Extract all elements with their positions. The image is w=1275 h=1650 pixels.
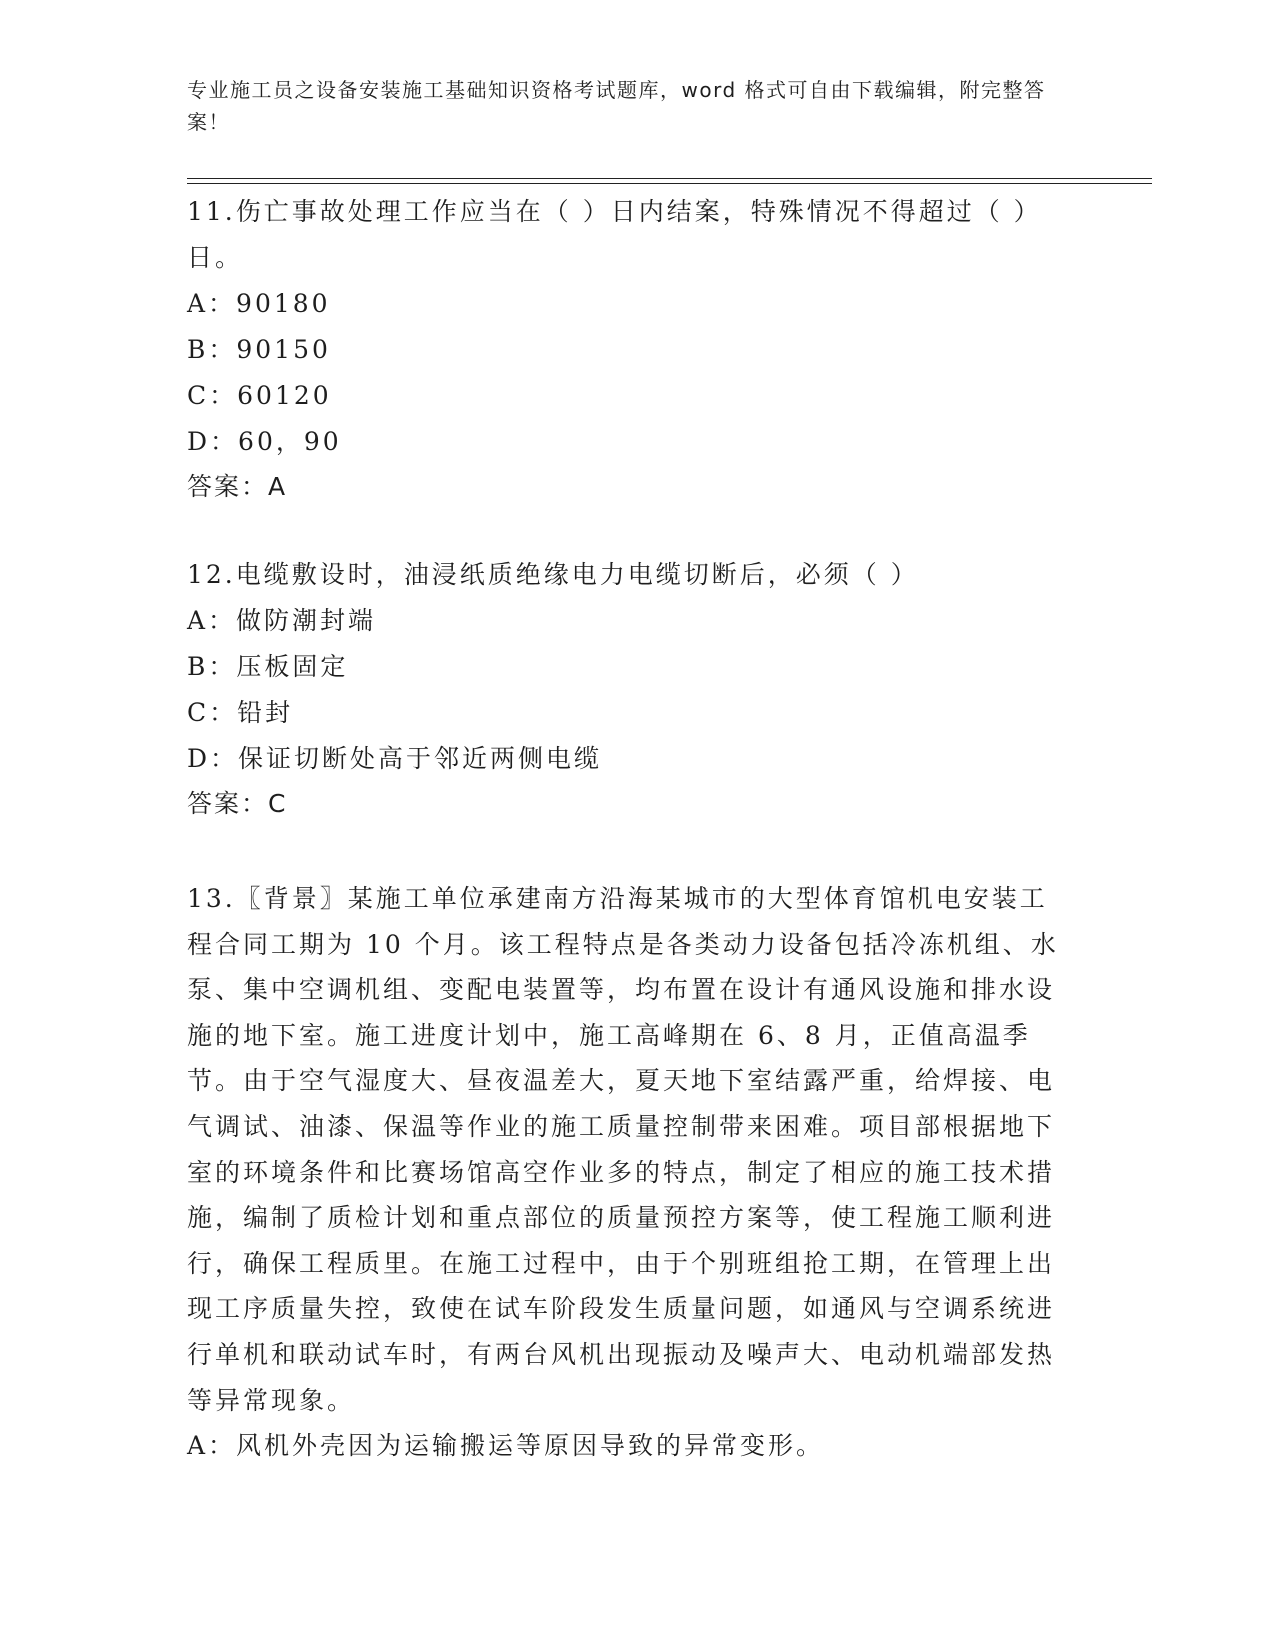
answer-line: 答案：A [187,472,288,501]
option-b: B：压板固定 [187,652,349,681]
option-d: D：60，90 [187,427,342,456]
answer-line: 答案：C [187,789,288,818]
question-11 [187,189,1067,509]
question-stem: 12.电缆敷设时，油浸纸质绝缘电力电缆切断后，必须（ ） [187,560,919,589]
question-13 [187,876,1067,1469]
question-stem: 11.伤亡事故处理工作应当在（ ）日内结案，特殊情况不得超过（ ）日。 [187,197,1042,272]
option-b: B：90150 [187,335,331,364]
header-divider-top [187,178,1152,179]
option-a: A：风机外壳因为运输搬运等原因导致的异常变形。 [187,1431,825,1461]
question-stem: 13.〖背景〗某施工单位承建南方沿海某城市的大型体育馆机电安装工程合同工期为 10 个月。该工程特点是各类动力设备包括冷冻机组、水泵、集中空调机组、变配电装置等，均布置在设计有通风设施和排水设施的地下室。施工进度计划中，施工高峰期在 6、8 月，正值高温季节。由于空气湿度大、昼夜温差大，夏天地下室结露严重，给焊接、电气调试、油漆、保温等作业的施工质量控制带来困难。项目部根据地下室的环境条件和比赛场馆高空作业多的特点，制定了相应的施工技术措施，编制了质检计划和重点部位的质量预控方案等，使工程施工顺利进行，确保工程质里。在施工过程中，由于个别班组抢工期，在管理上出现工序质量失控，致使在试车阶段发生质量问题，如通风与空调系统进行单机和联动试车时，有两台风机出现振动及噪声大、电动机端部发热等异常现象。 [187,884,1059,1415]
option-d: D：保证切断处高于邻近两侧电缆 [187,744,603,773]
document-header [187,74,1067,138]
header-divider-bottom [187,183,1152,184]
header-text: 专业施工员之设备安装施工基础知识资格考试题库，word 格式可自由下载编辑，附完整答案！ [187,78,1046,134]
option-a: A：90180 [187,289,331,318]
option-c: C：60120 [187,381,332,410]
option-c: C：铅封 [187,698,294,727]
option-a: A：做防潮封端 [187,606,377,635]
question-12 [187,552,1067,826]
